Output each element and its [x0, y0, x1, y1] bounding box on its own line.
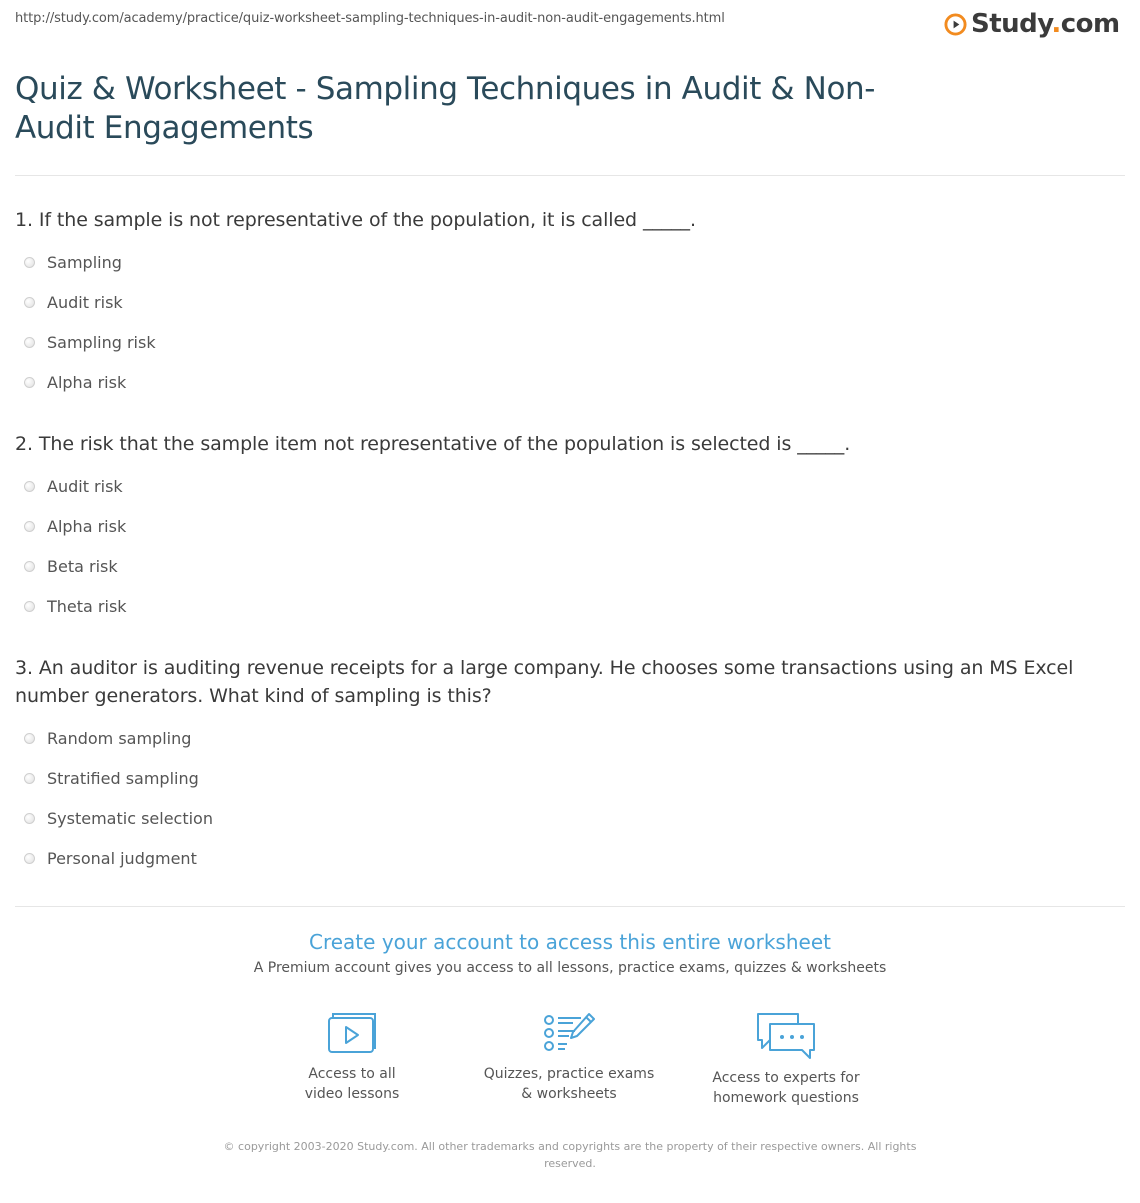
- answer-label: Personal judgment: [47, 848, 197, 868]
- answer-label: Theta risk: [47, 596, 127, 616]
- answer-option[interactable]: [15, 362, 1125, 402]
- question-3: [15, 654, 1125, 878]
- logo-name: Study: [971, 9, 1052, 39]
- feature-label: [252, 1064, 452, 1104]
- video-lesson-icon: [326, 1010, 378, 1056]
- answer-label: Stratified sampling: [47, 768, 199, 788]
- question-text: 1. If the sample is not representative of the population, it is called _____.: [15, 209, 696, 231]
- radio-button[interactable]: [24, 813, 35, 824]
- feature-label-line: homework questions: [713, 1090, 859, 1106]
- chat-bubbles-icon: [754, 1010, 818, 1060]
- answer-option[interactable]: [15, 322, 1125, 362]
- radio-button[interactable]: [24, 853, 35, 864]
- answer-label: Random sampling: [47, 728, 192, 748]
- radio-button[interactable]: [24, 521, 35, 532]
- radio-button[interactable]: [24, 337, 35, 348]
- signup-cta: [0, 928, 1140, 976]
- play-circle-icon: [944, 13, 967, 36]
- answer-option[interactable]: [15, 242, 1125, 282]
- answer-option[interactable]: [15, 466, 1125, 506]
- answer-option[interactable]: [15, 838, 1125, 878]
- answer-options: [15, 242, 1125, 402]
- radio-button[interactable]: [24, 601, 35, 612]
- feature-experts: [686, 1010, 886, 1108]
- study-logo[interactable]: [944, 6, 1120, 42]
- answer-option[interactable]: [15, 758, 1125, 798]
- question-2: [15, 430, 1125, 626]
- answer-options: [15, 466, 1125, 626]
- feature-label: [469, 1064, 669, 1104]
- radio-button[interactable]: [24, 481, 35, 492]
- quiz-checklist-icon: [541, 1010, 597, 1056]
- cta-divider: [15, 906, 1125, 907]
- page-url: http://study.com/academy/practice/quiz-worksheet-sampling-techniques-in-audit-non-audit-engagements.html: [15, 11, 725, 26]
- answer-label: Sampling: [47, 252, 122, 272]
- feature-label-line: video lessons: [304, 1086, 400, 1102]
- answer-label: Sampling risk: [47, 332, 156, 352]
- radio-button[interactable]: [24, 773, 35, 784]
- radio-button[interactable]: [24, 733, 35, 744]
- feature-label-line: Access to all: [308, 1066, 396, 1082]
- logo-text: [971, 9, 1120, 39]
- answer-label: Alpha risk: [47, 516, 127, 536]
- radio-button[interactable]: [24, 297, 35, 308]
- answer-option[interactable]: [15, 282, 1125, 322]
- logo-dot: .: [1051, 9, 1061, 39]
- answer-label: Audit risk: [47, 476, 123, 496]
- answer-option[interactable]: [15, 546, 1125, 586]
- logo-tld: com: [1060, 9, 1120, 39]
- answer-label: Systematic selection: [47, 808, 213, 828]
- question-1: [15, 206, 1125, 402]
- answer-option[interactable]: [15, 718, 1125, 758]
- feature-video-lessons: [252, 1010, 452, 1104]
- radio-button[interactable]: [24, 257, 35, 268]
- answer-label: Audit risk: [47, 292, 123, 312]
- answer-options: [15, 718, 1125, 878]
- answer-label: Beta risk: [47, 556, 118, 576]
- copyright-footer: © copyright 2003-2020 Study.com. All other trademarks and copyrights are the property of their respective owners. All rights reserved.: [223, 1140, 917, 1170]
- feature-label-line: Access to experts for: [712, 1070, 860, 1086]
- answer-option[interactable]: [15, 798, 1125, 838]
- answer-option[interactable]: [15, 506, 1125, 546]
- radio-button[interactable]: [24, 377, 35, 388]
- feature-label-line: & worksheets: [521, 1086, 617, 1102]
- radio-button[interactable]: [24, 561, 35, 572]
- answer-label: Alpha risk: [47, 372, 127, 392]
- feature-quizzes: [469, 1010, 669, 1104]
- answer-option[interactable]: [15, 586, 1125, 626]
- feature-label: [686, 1068, 886, 1108]
- cta-subtitle: A Premium account gives you access to all lessons, practice exams, quizzes & worksheets: [253, 960, 887, 976]
- feature-label-line: Quizzes, practice exams: [483, 1066, 655, 1082]
- question-text: 2. The risk that the sample item not representative of the population is selected is _____.: [15, 433, 851, 455]
- create-account-link[interactable]: Create your account to access this entire worksheet: [309, 930, 831, 954]
- question-text: 3. An auditor is auditing revenue receipts for a large company. He chooses some transactions using an MS Excel number generators. What kind of sampling is this?: [15, 657, 1074, 707]
- page-title: Quiz & Worksheet - Sampling Techniques in Audit & Non-Audit Engagements: [15, 71, 876, 146]
- title-divider: [15, 175, 1125, 176]
